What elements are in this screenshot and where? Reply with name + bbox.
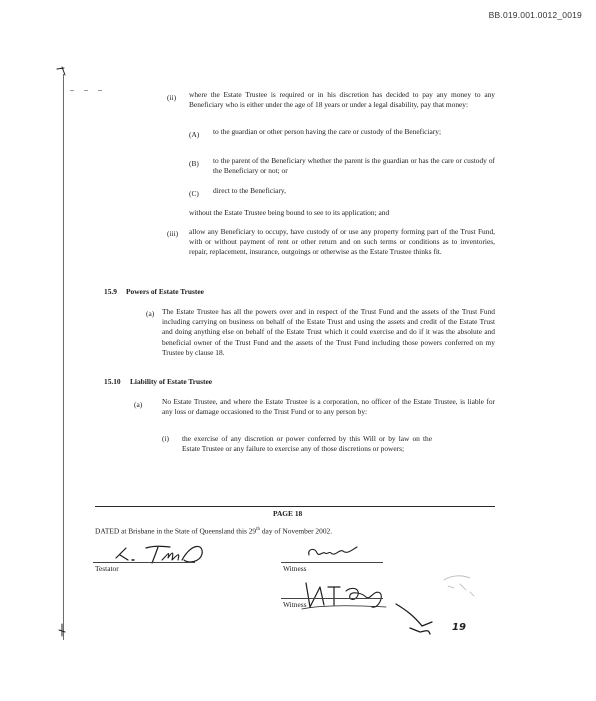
clause-iii-number: (iii): [167, 229, 179, 238]
section-15-9-text: The Estate Trustee has all the powers over and in respect of the Trust Fund and the assets of the Trust Fund including carrying on business on behalf of the Estate Trust and using the assets and credit of the Estate Trust and doing anything else on behalf of the Estate Trust which it could exercise and do if it was the absolute and beneficial owner of the Trust Fund and the assets of the Trust Fund including those powers conferred on my Trustee by clause 18.: [162, 307, 495, 357]
clause-ii-item-b-text: to the parent of the Beneficiary whether the parent is the guardian or has the care or custody of the Beneficiary or not; or: [213, 156, 495, 176]
section-15-10-text: No Estate Trustee, and where the Estate Trustee is a corporation, no officer of the Estate Trustee, is liable for any loss or damage occasioned to the Trust Fund or to any person by:: [162, 397, 495, 417]
section-15-9-heading: Powers of Estate Trustee: [126, 287, 204, 296]
section-15-9-number: 15.9: [104, 287, 117, 296]
document-id: BB.019.001.0012_0019: [488, 10, 582, 20]
page-label: PAGE 18: [273, 509, 303, 518]
footer-rule: [95, 506, 495, 507]
handwritten-page-number: 19: [452, 622, 466, 633]
initials-mark: [392, 598, 440, 638]
clause-ii-item-c-text: direct to the Beneficiary,: [213, 186, 286, 195]
testator-label: Testator: [95, 564, 119, 573]
faint-stamp-mark: [440, 570, 480, 600]
witness-2-signature: [300, 577, 390, 617]
clause-ii-item-b-number: (B): [189, 159, 199, 168]
clause-ii-closing: without the Estate Trustee being bound to see to its application; and: [189, 208, 390, 217]
section-15-10-number: 15.10: [104, 377, 121, 386]
testator-signature-line: [93, 562, 195, 563]
clause-ii-number: (ii): [167, 93, 177, 102]
section-15-10-sub-number: (i): [162, 434, 169, 443]
witness-1-label: Witness: [283, 564, 307, 573]
margin-mark-bottom: [56, 622, 68, 640]
witness-1-signature: [305, 541, 365, 563]
testator-signature: [112, 538, 212, 570]
clause-ii-text: where the Estate Trustee is required or in his discretion has decided to pay any money to any Beneficiary who is either under the age of 18 years or under a legal disability, pay that money:: [189, 90, 495, 110]
section-15-10-heading: Liability of Estate Trustee: [130, 377, 213, 386]
clause-ii-item-c-number: (C): [189, 189, 199, 198]
witness-1-signature-line: [281, 562, 383, 563]
left-margin-bar: [63, 74, 64, 640]
clause-ii-item-a-text: to the guardian or other person having the care or custody of the Beneficiary;: [213, 127, 442, 136]
clause-ii-item-a-number: (A): [189, 130, 200, 139]
witness-2-label: Witness: [283, 600, 307, 609]
clause-iii-text: allow any Beneficiary to occupy, have custody of or use any property forming part of the Trust Fund, with or without payment of rent or other return and on such terms or conditions as to inventories, repair, replacement, insurance, outgoings or otherwise as the Estate Trustee thinks fit.: [189, 227, 495, 257]
top-ticks: [70, 78, 130, 96]
margin-mark-top: [54, 66, 68, 82]
section-15-10-sub-text: the exercise of any discretion or power conferred by this Will or by law on the Estate Trustee or any failure to exercise any of those discretions or powers;: [182, 434, 432, 454]
witness-2-signature-line: [281, 598, 383, 599]
dated-line: DATED at Brisbane in the State of Queensland this 29th day of November 2002.: [95, 526, 333, 536]
section-15-9-para-number: (a): [146, 309, 155, 318]
section-15-10-para-number: (a): [134, 400, 143, 409]
